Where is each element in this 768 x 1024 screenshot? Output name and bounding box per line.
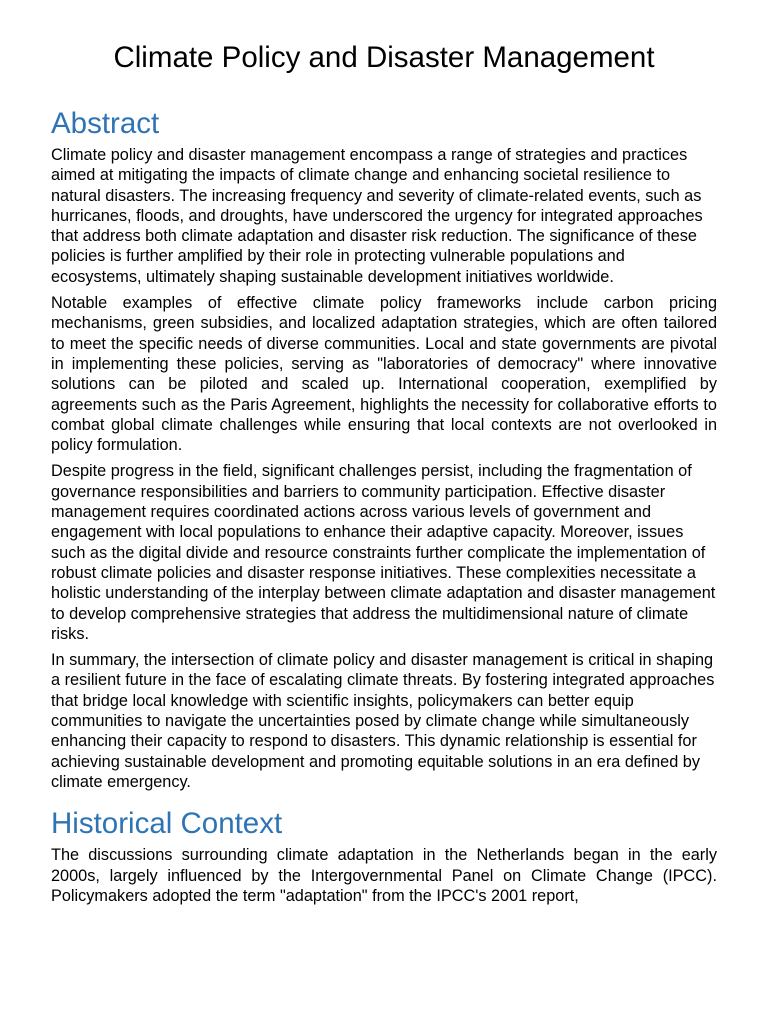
abstract-section [51,106,717,792]
document-page [51,0,717,906]
abstract-paragraph-4: In summary, the intersection of climate policy and disaster management is critical in shaping a resilient future in the face of escalating climate threats. By fostering integrated approaches that bridge local knowledge with scientific insights, policymakers can better equip communities to navigate the uncertainties posed by climate change while simultaneously enhancing their capacity to respond to disasters. This dynamic relationship is essential for achieving sustainable development and promoting equitable solutions in an era defined by climate emergency. [51,651,715,791]
abstract-paragraph-1: Climate policy and disaster management encompass a range of strategies and practices aimed at mitigating the impacts of climate change and enhancing societal resilience to natural disasters. The increasing frequency and severity of climate-related events, such as hurricanes, floods, and droughts, have underscored the urgency for integrated approaches that address both climate adaptation and disaster risk reduction. The significance of these policies is further amplified by their role in protecting vulnerable populations and ecosystems, ultimately shaping sustainable development initiatives worldwide. [51,146,703,286]
abstract-heading: Abstract [51,107,160,140]
abstract-paragraph-3: Despite progress in the field, significant challenges persist, including the fragmentation of governance responsibilities and barriers to community participation. Effective disaster management requires coordinated actions across various levels of government and engagement with local populations to enhance their adaptive capacity. Moreover, issues such as the digital divide and resource constraints further complicate the implementation of robust climate policies and disaster response initiatives. These complexities necessitate a holistic understanding of the interplay between climate adaptation and disaster management to develop comprehensive strategies that address the multidimensional nature of climate risks. [51,462,716,643]
historical-context-heading: Historical Context [51,807,283,841]
historical-context-section [51,806,717,906]
document-title: Climate Policy and Disaster Management [113,41,655,74]
historical-context-paragraph-1: The discussions surrounding climate adaptation in the Netherlands began in the early 2000s, largely influenced by the Intergovernmental Panel on Climate Change (IPCC). Policymakers adopted the term "adaptation" from the IPCC's 2001 report, [51,846,717,905]
abstract-paragraph-2: Notable examples of effective climate policy frameworks include carbon pricing mechanisms, green subsidies, and localized adaptation strategies, which are often tailored to meet the specific needs of diverse communities. Local and state governments are pivotal in implementing these policies, serving as "laboratories of democracy" where innovative solutions can be piloted and scaled up. International cooperation, exemplified by agreements such as the Paris Agreement, highlights the necessity for collaborative efforts to combat global climate challenges while ensuring that local contexts are not overlooked in policy formulation. [51,294,717,455]
